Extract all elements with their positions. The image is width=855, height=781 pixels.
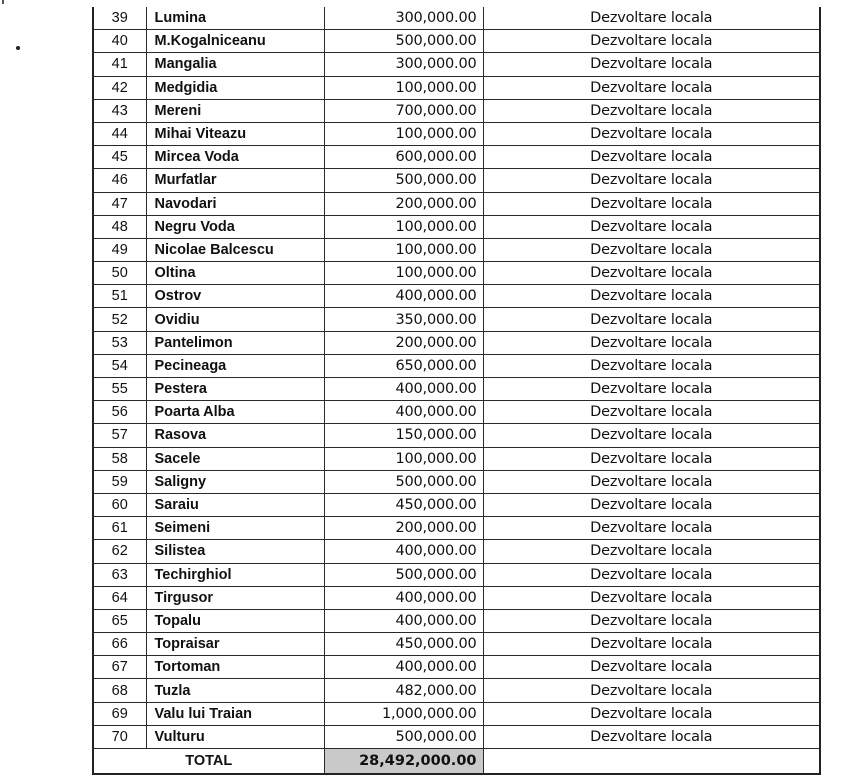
amount-value: 100,000.00 [324, 238, 483, 261]
amount-value: 1,000,000.00 [324, 702, 483, 725]
allocation-table [92, 7, 821, 775]
locality-name: Medgidia [146, 76, 324, 99]
amount-value: 200,000.00 [324, 517, 483, 540]
table-row [93, 540, 820, 563]
amount-value: 300,000.00 [324, 53, 483, 76]
destination-text: Dezvoltare locala [483, 238, 820, 261]
amount-value: 400,000.00 [324, 378, 483, 401]
bullet-mark [16, 46, 20, 50]
locality-name: Oltina [146, 262, 324, 285]
table-row [93, 215, 820, 238]
destination-text: Dezvoltare locala [483, 609, 820, 632]
destination-text: Dezvoltare locala [483, 633, 820, 656]
destination-text: Dezvoltare locala [483, 470, 820, 493]
table-row [93, 30, 820, 53]
amount-value: 500,000.00 [324, 169, 483, 192]
allocation-table-body [93, 7, 820, 774]
amount-value: 100,000.00 [324, 262, 483, 285]
table-row [93, 378, 820, 401]
destination-text: Dezvoltare locala [483, 308, 820, 331]
destination-text: Dezvoltare locala [483, 99, 820, 122]
amount-value: 450,000.00 [324, 493, 483, 516]
locality-name: Pestera [146, 378, 324, 401]
scan-mark [2, 0, 4, 4]
locality-name: Lumina [146, 7, 324, 30]
locality-name: Poarta Alba [146, 401, 324, 424]
row-number: 41 [93, 53, 146, 76]
table-row [93, 633, 820, 656]
amount-value: 650,000.00 [324, 354, 483, 377]
destination-text: Dezvoltare locala [483, 122, 820, 145]
table-row [93, 331, 820, 354]
locality-name: Pantelimon [146, 331, 324, 354]
destination-text: Dezvoltare locala [483, 285, 820, 308]
locality-name: Techirghiol [146, 563, 324, 586]
amount-value: 400,000.00 [324, 656, 483, 679]
row-number: 44 [93, 122, 146, 145]
destination-text: Dezvoltare locala [483, 424, 820, 447]
row-number: 53 [93, 331, 146, 354]
destination-text: Dezvoltare locala [483, 169, 820, 192]
amount-value: 400,000.00 [324, 401, 483, 424]
table-row [93, 99, 820, 122]
row-number: 69 [93, 702, 146, 725]
row-number: 59 [93, 470, 146, 493]
locality-name: Tortoman [146, 656, 324, 679]
destination-text: Dezvoltare locala [483, 354, 820, 377]
destination-text: Dezvoltare locala [483, 656, 820, 679]
locality-name: Saraiu [146, 493, 324, 516]
row-number: 47 [93, 192, 146, 215]
row-number: 39 [93, 7, 146, 30]
destination-text: Dezvoltare locala [483, 517, 820, 540]
amount-value: 400,000.00 [324, 609, 483, 632]
locality-name: Mihai Viteazu [146, 122, 324, 145]
row-number: 49 [93, 238, 146, 261]
destination-text: Dezvoltare locala [483, 192, 820, 215]
locality-name: Topalu [146, 609, 324, 632]
row-number: 58 [93, 447, 146, 470]
table-row [93, 401, 820, 424]
amount-value: 500,000.00 [324, 725, 483, 748]
locality-name: Seimeni [146, 517, 324, 540]
total-destination-empty [483, 749, 820, 775]
row-number: 43 [93, 99, 146, 122]
destination-text: Dezvoltare locala [483, 563, 820, 586]
table-row [93, 470, 820, 493]
table-row [93, 424, 820, 447]
amount-value: 450,000.00 [324, 633, 483, 656]
table-row [93, 447, 820, 470]
row-number: 50 [93, 262, 146, 285]
table-row [93, 169, 820, 192]
locality-name: Ostrov [146, 285, 324, 308]
destination-text: Dezvoltare locala [483, 378, 820, 401]
locality-name: Mereni [146, 99, 324, 122]
amount-value: 500,000.00 [324, 470, 483, 493]
destination-text: Dezvoltare locala [483, 679, 820, 702]
table-row [93, 493, 820, 516]
amount-value: 100,000.00 [324, 76, 483, 99]
row-number: 54 [93, 354, 146, 377]
row-number: 62 [93, 540, 146, 563]
destination-text: Dezvoltare locala [483, 30, 820, 53]
row-number: 46 [93, 169, 146, 192]
amount-value: 700,000.00 [324, 99, 483, 122]
destination-text: Dezvoltare locala [483, 7, 820, 30]
table-row [93, 308, 820, 331]
total-label: TOTAL [93, 749, 324, 775]
locality-name: Tirgusor [146, 586, 324, 609]
amount-value: 500,000.00 [324, 563, 483, 586]
table-row [93, 517, 820, 540]
locality-name: Sacele [146, 447, 324, 470]
destination-text: Dezvoltare locala [483, 725, 820, 748]
row-number: 67 [93, 656, 146, 679]
amount-value: 400,000.00 [324, 586, 483, 609]
table-row [93, 146, 820, 169]
locality-name: Pecineaga [146, 354, 324, 377]
row-number: 57 [93, 424, 146, 447]
table-row [93, 354, 820, 377]
row-number: 55 [93, 378, 146, 401]
locality-name: Rasova [146, 424, 324, 447]
row-number: 48 [93, 215, 146, 238]
amount-value: 200,000.00 [324, 331, 483, 354]
table-row [93, 725, 820, 748]
row-number: 52 [93, 308, 146, 331]
destination-text: Dezvoltare locala [483, 53, 820, 76]
row-number: 65 [93, 609, 146, 632]
row-number: 68 [93, 679, 146, 702]
amount-value: 400,000.00 [324, 540, 483, 563]
row-number: 66 [93, 633, 146, 656]
locality-name: Silistea [146, 540, 324, 563]
row-number: 61 [93, 517, 146, 540]
locality-name: Vulturu [146, 725, 324, 748]
destination-text: Dezvoltare locala [483, 586, 820, 609]
locality-name: M.Kogalniceanu [146, 30, 324, 53]
row-number: 70 [93, 725, 146, 748]
table-row [93, 285, 820, 308]
amount-value: 100,000.00 [324, 447, 483, 470]
destination-text: Dezvoltare locala [483, 76, 820, 99]
destination-text: Dezvoltare locala [483, 447, 820, 470]
row-number: 56 [93, 401, 146, 424]
table-row [93, 7, 820, 30]
destination-text: Dezvoltare locala [483, 540, 820, 563]
locality-name: Valu lui Traian [146, 702, 324, 725]
locality-name: Mangalia [146, 53, 324, 76]
table-row [93, 609, 820, 632]
locality-name: Saligny [146, 470, 324, 493]
row-number: 60 [93, 493, 146, 516]
destination-text: Dezvoltare locala [483, 262, 820, 285]
locality-name: Nicolae Balcescu [146, 238, 324, 261]
destination-text: Dezvoltare locala [483, 146, 820, 169]
row-number: 63 [93, 563, 146, 586]
locality-name: Negru Voda [146, 215, 324, 238]
table-row [93, 76, 820, 99]
row-number: 45 [93, 146, 146, 169]
destination-text: Dezvoltare locala [483, 215, 820, 238]
locality-name: Murfatlar [146, 169, 324, 192]
amount-value: 500,000.00 [324, 30, 483, 53]
row-number: 51 [93, 285, 146, 308]
locality-name: Mircea Voda [146, 146, 324, 169]
table-row [93, 53, 820, 76]
amount-value: 200,000.00 [324, 192, 483, 215]
amount-value: 300,000.00 [324, 7, 483, 30]
row-number: 42 [93, 76, 146, 99]
table-row [93, 586, 820, 609]
table-row [93, 679, 820, 702]
table-row [93, 702, 820, 725]
row-number: 64 [93, 586, 146, 609]
destination-text: Dezvoltare locala [483, 331, 820, 354]
table-row [93, 192, 820, 215]
destination-text: Dezvoltare locala [483, 702, 820, 725]
total-amount: 28,492,000.00 [324, 749, 483, 775]
table-row [93, 656, 820, 679]
locality-name: Tuzla [146, 679, 324, 702]
table-row [93, 238, 820, 261]
table-row [93, 262, 820, 285]
total-row [93, 749, 820, 775]
amount-value: 100,000.00 [324, 215, 483, 238]
destination-text: Dezvoltare locala [483, 401, 820, 424]
amount-value: 150,000.00 [324, 424, 483, 447]
amount-value: 100,000.00 [324, 122, 483, 145]
amount-value: 482,000.00 [324, 679, 483, 702]
locality-name: Navodari [146, 192, 324, 215]
destination-text: Dezvoltare locala [483, 493, 820, 516]
amount-value: 600,000.00 [324, 146, 483, 169]
amount-value: 400,000.00 [324, 285, 483, 308]
table-row [93, 563, 820, 586]
table-row [93, 122, 820, 145]
row-number: 40 [93, 30, 146, 53]
amount-value: 350,000.00 [324, 308, 483, 331]
locality-name: Ovidiu [146, 308, 324, 331]
locality-name: Topraisar [146, 633, 324, 656]
